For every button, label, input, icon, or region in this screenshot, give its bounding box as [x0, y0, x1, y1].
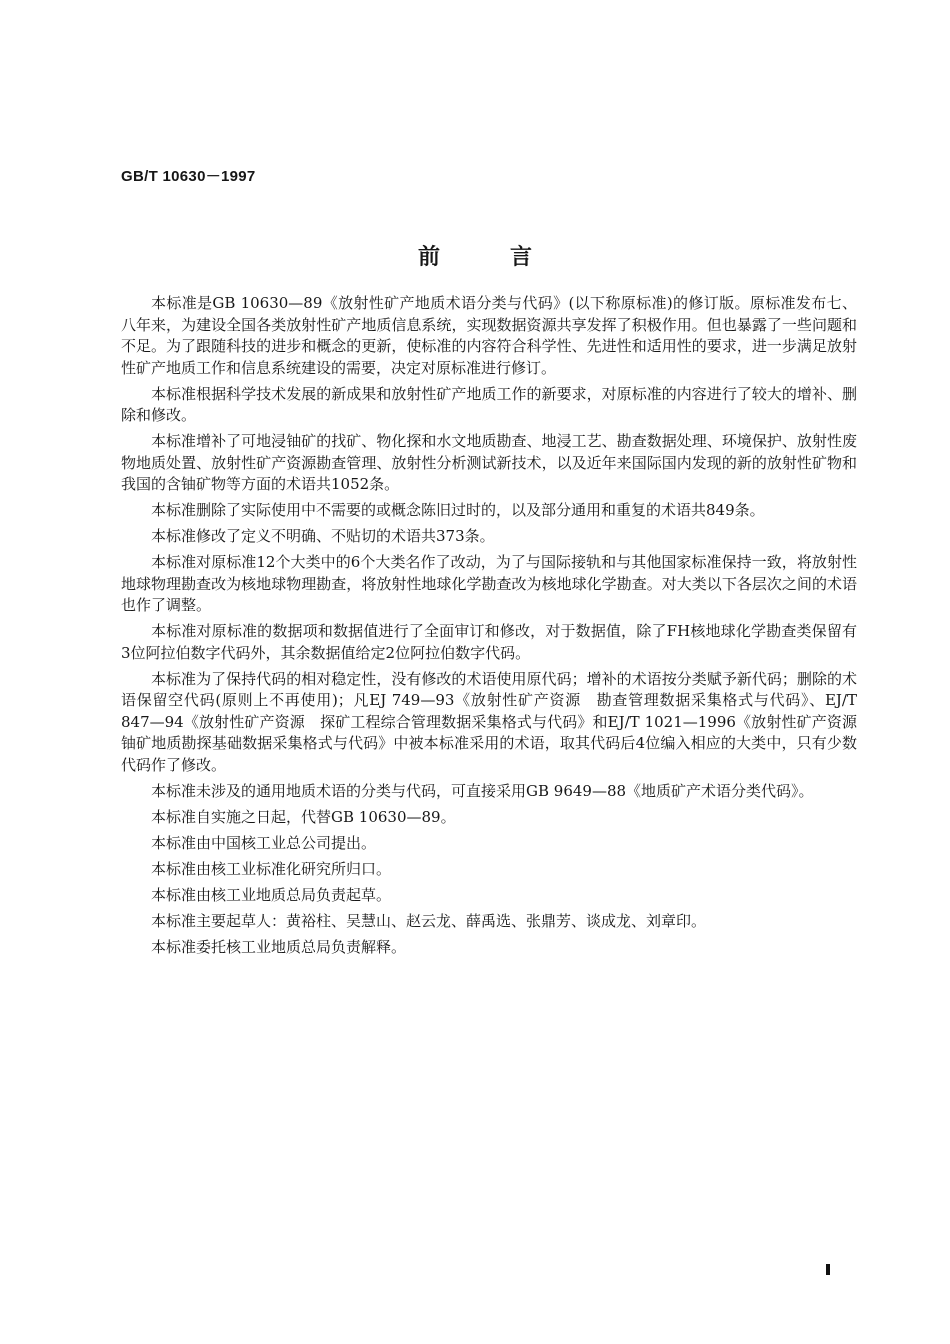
- paragraph: 本标准主要起草人：黄裕柱、吴慧山、赵云龙、薛禹选、张鼎芳、谈成龙、刘章印。: [151, 911, 707, 930]
- paragraph: 本标准对原标准12个大类中的6个大类名作了改动，为了与国际接轨和与其他国家标准保持一致，将放射性地球物理勘查改为核地球物理勘查，将放射性地球化学勘查改为核地球化学勘查。对大类以下各层次之间的术语也作了调整。: [121, 553, 857, 614]
- paragraph: 本标准由核工业地质总局负责起草。: [151, 885, 392, 904]
- paragraph: 本标准根据科学技术发展的新成果和放射性矿产地质工作的新要求，对原标准的内容进行了较大的增补、删除和修改。: [121, 384, 857, 424]
- paragraph: 本标准未涉及的通用地质术语的分类与代码，可直接采用GB 9649—88《地质矿产术语分类代码》。: [151, 781, 814, 800]
- paragraph: 本标准增补了可地浸铀矿的找矿、物化探和水文地质勘查、地浸工艺、勘查数据处理、环境保护、放射性废物地质处置、放射性矿产资源勘查管理、放射性分析测试新技术，以及近年来国际国内发现的新的放射性矿物和我国的含铀矿物等方面的术语共1052条。: [121, 432, 857, 493]
- paragraph: 本标准是GB 10630—89《放射性矿产地质术语分类与代码》(以下称原标准)的修订版。原标准发布七、八年来，为建设全国各类放射性矿产地质信息系统，实现数据资源共享发挥了积极作用。但也暴露了一些问题和不足。为了跟随科技的进步和概念的更新，使标准的内容符合科学性、先进性和适用性的要求，进一步满足放射性矿产地质工作和信息系统建设的需要，决定对原标准进行修订。: [121, 294, 857, 377]
- paragraph: 本标准由中国核工业总公司提出。: [151, 833, 377, 852]
- paragraph: 本标准为了保持代码的相对稳定性，没有修改的术语使用原代码；增补的术语按分类赋予新代码；删除的术语保留空代码(原则上不再使用)；凡EJ 749—93《放射性矿产资源 勘查管理数据采集格式与代码》、EJ/T 847—94《放射性矿产资源 探矿工程综合管理数据采集格式与代码》和EJ/T 1021—1996《放射性矿产资源 铀矿地质勘探基础数据采集格式与代码》中被本标准采用的术语，取其代码后4位编入相应的大类中，只有少数代码作了修改。: [121, 669, 873, 774]
- paragraph: 本标准委托核工业地质总局负责解释。: [151, 937, 407, 956]
- paragraph: 本标准对原标准的数据项和数据值进行了全面审订和修改，对于数据值，除了FH核地球化学勘查类保留有3位阿拉伯数字代码外，其余数据值给定2位阿拉伯数字代码。: [121, 622, 857, 662]
- document-body: [121, 293, 873, 963]
- paragraph: 本标准自实施之日起，代替GB 10630—89。: [151, 807, 456, 826]
- document-code: GB/T 10630－1997: [121, 168, 256, 185]
- paragraph: 本标准由核工业标准化研究所归口。: [151, 859, 392, 878]
- page-number-mark: [826, 1264, 830, 1275]
- page-title: 前言: [417, 245, 602, 270]
- paragraph: 本标准删除了实际使用中不需要的或概念陈旧过时的，以及部分通用和重复的术语共849条。: [151, 501, 765, 519]
- paragraph: 本标准修改了定义不明确、不贴切的术语共373条。: [151, 527, 495, 545]
